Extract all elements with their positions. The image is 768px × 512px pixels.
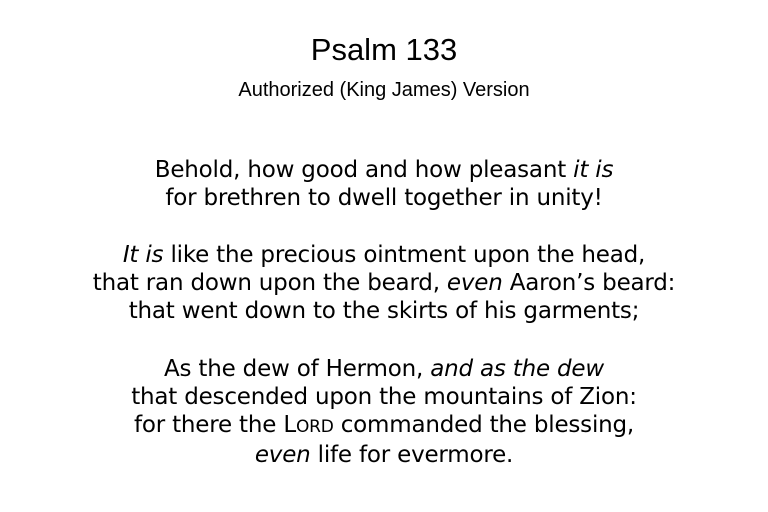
verse-text: As the dew of Hermon,: [163, 356, 431, 382]
verse-text: Aaron’s beard:: [502, 270, 676, 296]
verse-italic-text: It is: [122, 242, 164, 268]
verse-italic-text: even: [254, 442, 311, 468]
verse-italic-text: it is: [573, 157, 614, 183]
verse-text: commanded the blessing,: [333, 412, 635, 438]
verse-text: Behold, how good and how pleasant: [154, 157, 574, 183]
verse-line: [0, 441, 768, 469]
verse-text: like the precious ointment upon the head,: [163, 242, 646, 268]
verse-line: [0, 184, 768, 212]
verse-line: [0, 411, 768, 441]
verse-text: for there the: [133, 412, 284, 438]
verse-text: that went down to the skirts of his garments;: [128, 298, 640, 324]
verse-3: [0, 355, 768, 469]
verse-italic-text: and as the dew: [430, 356, 604, 382]
verse-text: that ran down upon the beard,: [92, 270, 447, 296]
lord-small-caps-rest: ORD: [295, 417, 334, 437]
verse-line: [0, 355, 768, 383]
verse-2: [0, 241, 768, 325]
verse-line: [0, 269, 768, 297]
verse-line: [0, 156, 768, 184]
verse-line: [0, 383, 768, 411]
page-title: Psalm 133: [310, 32, 458, 67]
lord-small-caps-initial: L: [283, 412, 296, 438]
verse-italic-text: even: [446, 270, 503, 296]
verse-1: [0, 156, 768, 212]
verse-text: for brethren to dwell together in unity!: [165, 185, 603, 211]
verse-line: [0, 241, 768, 269]
verse-text: life for evermore.: [310, 442, 514, 468]
verse-text: that descended upon the mountains of Zion:: [131, 384, 637, 410]
verse-line: [0, 297, 768, 325]
page-subtitle: Authorized (King James) Version: [238, 79, 530, 101]
